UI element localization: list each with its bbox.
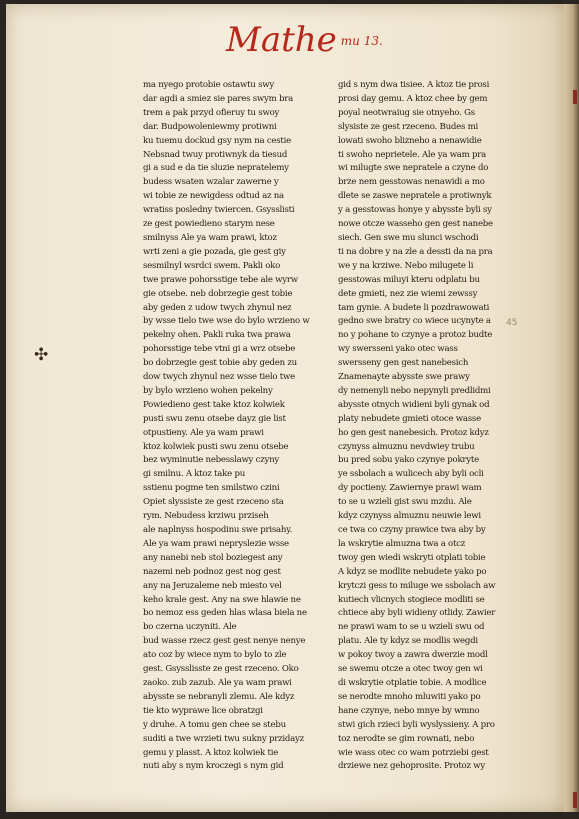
text-line: Ale ya wam prawi nepryslezie wsse bbox=[143, 538, 289, 549]
text-line: abysste otnych widieni byli gynak od bbox=[338, 399, 490, 410]
text-line: ce twa co czyny prawice twa aby by bbox=[338, 525, 486, 535]
text-line: gemu y plasst. A ktoz kolwiek tie bbox=[143, 747, 279, 758]
text-line: platu. Ale ty kdyz se modlis wegdi bbox=[338, 636, 478, 647]
text-line: gesstowas miluyi kteru odplatu bu bbox=[338, 274, 480, 285]
text-line: y druhe. A tomu gen chee se stebu bbox=[143, 719, 286, 730]
text-line: bo dobrzegie gest tobie aby geden zu bbox=[143, 358, 297, 369]
text-line: pekelny ohen. Pakli ruka twa prawa bbox=[143, 330, 291, 341]
text-column-left bbox=[143, 79, 333, 772]
text-line: czynyss almuznu nevdwiey trubu bbox=[338, 441, 475, 452]
text-line: bo czerna uczyniti. Ale bbox=[143, 622, 237, 633]
text-line: wrti zeni a gie pozada, gie gest giy bbox=[143, 246, 286, 257]
text-column-right bbox=[338, 79, 528, 772]
text-line: no y pohane to czynye a protoz budte bbox=[338, 330, 493, 341]
text-line: ktoz kolwiek pusti swu zenu otsebe bbox=[143, 441, 289, 452]
text-line: dar agdi a smiez sie pares swym bra bbox=[143, 93, 293, 104]
text-line: ye ssbolach a wulicech aby byli ocli bbox=[338, 469, 484, 480]
text-line: Nebsnad twuy protiwnyk da tiesud bbox=[143, 149, 288, 160]
margin-ornament: ✣ bbox=[34, 345, 49, 365]
text-line: dete gmieti, nez zie wiemi zewssy bbox=[338, 288, 478, 299]
text-line: pusti swu zenu otsebe dayz gie list bbox=[143, 413, 286, 424]
text-line: y a gesstowas honye y abysste byli sy bbox=[338, 205, 492, 216]
text-line: suditi a twe wrzieti twu sukny przidayz bbox=[143, 733, 304, 744]
text-line: gi smilnu. A ktoz take pu bbox=[143, 469, 245, 480]
text-line: bu pred sobu yako czynye pokryte bbox=[338, 455, 479, 466]
text-line: chtiece aby byli widieny otlidy. Zawier bbox=[338, 608, 496, 619]
text-line: Opiet slyssiste ze gest rzeceno sta bbox=[143, 497, 284, 508]
text-line: gie otsebe. neb dobrzegie gest tobie bbox=[143, 288, 293, 299]
text-line: ho gen gest nanebesich. Protoz kdyz bbox=[338, 427, 489, 438]
text-line: gest. Gsysslisste ze gest rzeceno. Oko bbox=[143, 664, 299, 675]
text-line: A kdyz se modlite nebudete yako po bbox=[338, 566, 487, 577]
text-line: toz nerodte se gim rownati, nebo bbox=[338, 733, 475, 744]
text-line: by wsse tielo twe wse do bylo wrzieno w bbox=[143, 316, 310, 327]
text-line: ti na dobre y na zle a dessti da na pra bbox=[338, 246, 493, 257]
running-head-title: Mathe bbox=[226, 20, 337, 60]
text-line: ku tuemu dockud gsy nym na cestie bbox=[143, 135, 291, 146]
text-line: sesmilnyl wsrdci swem. Pakli oko bbox=[143, 260, 281, 271]
text-line: abysste se nebranyli zlemu. Ale kdyz bbox=[143, 691, 295, 702]
text-line: ato coz by wiece nym to bylo to zle bbox=[143, 650, 287, 661]
text-line: wie wass otec co wam potrziebi gest bbox=[338, 747, 489, 758]
text-line: se nerodte mnoho mluwiti yako po bbox=[338, 691, 481, 702]
text-line: stwi gich rzieci byli wyslyssieny. A pro bbox=[338, 719, 495, 730]
text-line: siech. Gen swe mu slunci wschodi bbox=[338, 232, 479, 243]
text-line: dy poctieny. Zawiernye prawi wam bbox=[338, 483, 482, 494]
text-line: Powiedieno gest take ktoz kolwiek bbox=[143, 399, 285, 410]
text-line: aby geden z udow twych zhynul nez bbox=[143, 302, 292, 313]
text-line: kdyz czynyss almuznu neuwie lewi bbox=[338, 511, 481, 522]
running-head bbox=[226, 22, 383, 58]
text-line: bud wasse rzecz gest gest nenye nenye bbox=[143, 636, 306, 647]
text-line: Znamenayte abysste swe prawy bbox=[338, 372, 470, 383]
margin-note: 45 bbox=[506, 318, 518, 328]
text-line: swersseny gen gest nanebesich bbox=[338, 358, 469, 369]
running-head-chapter: mu 13. bbox=[340, 34, 383, 48]
text-line: hane czynye, nebo mnye by wmno bbox=[338, 705, 480, 716]
text-line: wy swersseni yako otec wass bbox=[338, 344, 458, 355]
text-line: wratiss posledny twiercen. Gsysslisti bbox=[143, 205, 295, 216]
text-line: nazemi neb podnoz gest nog gest bbox=[143, 566, 281, 577]
text-line: platy nebudete gmieti otoce wasse bbox=[338, 413, 481, 424]
text-line: gedno swe bratry co wiece ucynyte a bbox=[338, 316, 491, 327]
page-edge bbox=[564, 4, 579, 812]
text-line: drziewe nez gehoprosite. Protoz wy bbox=[338, 761, 485, 772]
text-line: smilnyss Ale ya wam prawi, ktoz bbox=[143, 232, 277, 243]
text-line: pohorsstige tebe vtni gi a wrz otsebe bbox=[143, 344, 296, 355]
text-line: trem a pak przyd ofieruy tu swoy bbox=[143, 107, 280, 118]
text-line: bez wyminutie nebesslawy czyny bbox=[143, 455, 279, 466]
text-line: krytczi gess to miluge we ssbolach aw bbox=[338, 580, 496, 591]
text-line: ze gest powiedieno starym nese bbox=[143, 219, 275, 230]
text-line: zaoko. zub zazub. Ale ya wam prawi bbox=[143, 677, 292, 688]
text-line: we y na krziwe. Nebo milugete li bbox=[338, 260, 474, 271]
text-line: rym. Nebudess krziwu prziseh bbox=[143, 511, 269, 522]
text-line: gi a sud e da tie sluzie nepratelemy bbox=[143, 163, 289, 174]
text-line: by bylo wrzieno wohen pekelny bbox=[143, 385, 273, 396]
text-line: nuti aby s nym kroczegi s nym gid bbox=[143, 761, 284, 772]
text-line: poyal neotwraiug sie otnyeho. Gs bbox=[338, 107, 475, 118]
text-line: ne prawi wam to se u wzieli swu od bbox=[338, 622, 485, 633]
text-line: ale naplnyss hospodinu swe prisahy. bbox=[143, 525, 293, 535]
text-line: otpustieny. Ale ya wam prawi bbox=[143, 427, 264, 438]
text-line: dar. Budpowoleniewmy protiwni bbox=[143, 121, 277, 132]
text-line: tam gynie. A budete li pozdrawowati bbox=[338, 302, 490, 313]
text-line: twe prawe pohorsstige tebe ale wyrw bbox=[143, 274, 298, 285]
text-line: wi milugte swe nepratele a czyne do bbox=[338, 163, 489, 174]
ribbon-marker bbox=[573, 90, 577, 104]
text-line: wi tobie ze newigdess odtud az na bbox=[143, 191, 284, 202]
text-line: sstienu pogme ten smilstwo czini bbox=[143, 483, 280, 494]
text-line: budess wsaten wzalar zawerne y bbox=[143, 177, 279, 188]
ribbon-marker-bottom bbox=[573, 792, 577, 808]
text-line: dow twych zhynul nez wsse tielo twe bbox=[143, 372, 295, 383]
text-line: gid s nym dwa tisiee. A ktoz tie prosi bbox=[338, 80, 490, 90]
text-line: w pokoy twoy a zawra dwerzie modl bbox=[338, 650, 488, 661]
text-line: ma nyego protobie ostawtu swy bbox=[143, 80, 274, 90]
text-line: la wskrytie almuzna twa a otcz bbox=[338, 538, 466, 549]
text-line: bo nemoz ess geden hlas wlasa biela ne bbox=[143, 608, 307, 619]
text-line: keho krale gest. Any na swe hlawie ne bbox=[143, 594, 301, 605]
text-line: di wskrytie otplatie tobie. A modlice bbox=[338, 677, 487, 688]
text-line: prosi day gemu. A ktoz chee by gem bbox=[338, 93, 488, 104]
text-line: slysiste ze gest rzeceno. Budes mi bbox=[338, 121, 478, 132]
text-line: brze nem gesstowas nenawidi a mo bbox=[338, 177, 485, 188]
text-line: nowe otcze wasseho gen gest nanebe bbox=[338, 219, 493, 230]
text-line: any na Jeruzaleme neb miesto vel bbox=[143, 580, 282, 591]
text-line: lowati swoho blizneho a nenawidie bbox=[338, 135, 482, 146]
text-line: ti swoho neprietele. Ale ya wam pra bbox=[338, 149, 487, 160]
text-line: se swemu otcze a otec twoy gen wi bbox=[338, 664, 483, 675]
text-line: any nanebi neb stol boziegest any bbox=[143, 552, 283, 563]
text-line: to se u wzieli gist swu mzdu. Ale bbox=[338, 497, 472, 508]
text-line: dlete se zaswe nepratele a protiwnyk bbox=[338, 191, 492, 202]
text-line: twoy gen wiedi wskryti otplati tobie bbox=[338, 552, 486, 563]
text-line: tie kto wyprawe lice obratzgi bbox=[143, 705, 263, 716]
text-line: dy nemenyli nebo nepynyli predlidmi bbox=[338, 385, 491, 396]
text-line: kutiech vlicnych stogiece modliti se bbox=[338, 594, 485, 605]
